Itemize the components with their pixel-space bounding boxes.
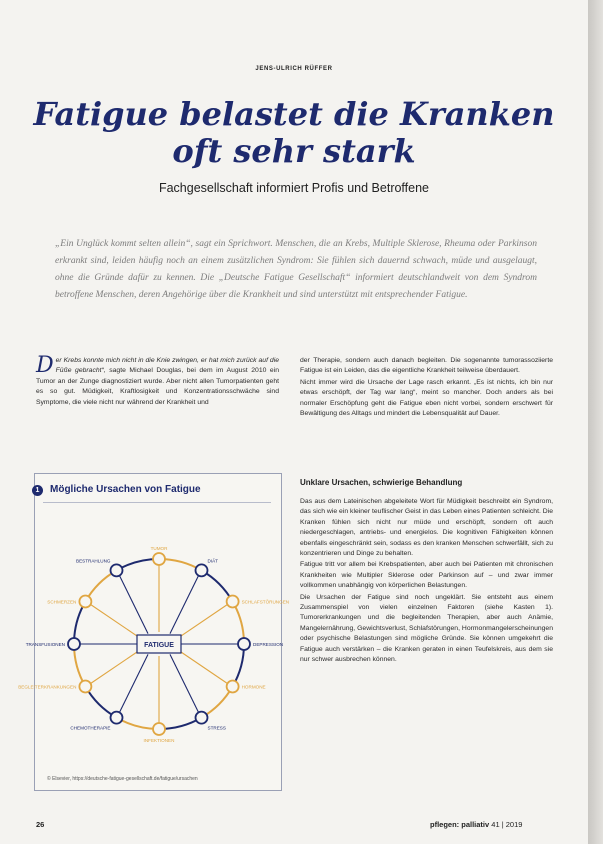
cause-label: INFEKTIONEN: [143, 738, 175, 743]
spoke-line: [178, 650, 227, 684]
title-line-2: oft sehr stark: [172, 132, 416, 170]
author-line: JENS-ULRICH RÜFFER: [255, 66, 333, 72]
cause-label: SCHMERZEN: [47, 599, 77, 605]
right-top-paragraph-2: Nicht immer wird die Ursache der Lage rasch erkannt. „Es ist nichts, ich bin nur etwas erschöpft, der Tag war lang“, meint so mancher. Doch anders als bei normaler Erschöpfung geht die Fatigue eben nicht vorbei, sondern erschwert für Bewältigung des Alltags und mindert die Lebensqualität auf Dauer.: [300, 378, 553, 418]
causes-diagram: [18, 506, 290, 772]
left-paragraph-1: [36, 353, 280, 408]
journal-footer: [430, 820, 522, 829]
cause-label: SCHLAFSTÖRUNGEN: [241, 599, 290, 605]
right-paragraph-1: Das aus dem Lateinischen abgeleitete Wort für Müdigkeit beschreibt ein Syndrom, das sich wie ein kleiner teuflischer Geist in das Leben eines Patienten schleicht. Die Kranken fühlen sich nicht nur müde und erschöpft, sondern oft auch niedergeschlagen, antriebs- und energielos. Die kognitiven Fähigkeiten können ebenfalls eingeschränkt sein, sodass es den kranken Menschen schwerfällt, sich zu konzentrieren und Dinge zu behalten.: [300, 498, 553, 558]
right-paragraph-3: Die Ursachen der Fatigue sind noch ungeklärt. Sie entsteht aus einem Zusammenspiel von vielen einzelnen Faktoren (siehe Kasten 1). Tumorerkrankungen und die begleitenden Therapien, aber auch Anämie, Mangelernährung, Gewichtsverlust, Schlafstörungen, Hormonmangelerscheinungen oder psychische Belastungen sind mögliche Gründe. Sie können umgekehrt die Fatigue auch verstärken – die Kranken geraten in einen Teufelskreis, aus dem sie nur schwer ausbrechen können.: [300, 593, 553, 664]
cause-node: [111, 712, 123, 724]
cause-node: [238, 638, 250, 650]
cause-node: [68, 638, 80, 650]
right-top-paragraph-1: der Therapie, sondern auch danach begleiten. Die sogenannte tumorassoziierte Fatigue ist ein Leiden, das die eigentliche Krankheit teilweise überdauert.: [300, 357, 553, 375]
spoke-line: [170, 654, 199, 712]
spoke-line: [120, 654, 149, 712]
left-paragraph-text: sagte Michael Douglas, bei dem im August 2010 ein Tumor an der Zunge diagnostiziert wurde. Aber nicht allen Tumorpatienten geht es so gut. Müdigkeit, Kraftlosigkeit und Konzentrationsschwäche sind Symptome, die viele nicht nur während der Krankheit und: [36, 367, 280, 406]
page-gutter-shadow: [588, 0, 603, 844]
cause-label: TRANSFUSIONEN: [25, 642, 65, 647]
cause-label: TUMOR: [150, 546, 168, 551]
cause-node: [153, 553, 165, 565]
cause-node: [111, 564, 123, 576]
box-title: Mögliche Ursachen von Fatigue: [50, 484, 201, 495]
cause-label: HORMONE: [241, 684, 266, 690]
page-number: 26: [36, 820, 45, 829]
dropcap: D: [36, 353, 54, 378]
box-divider: [43, 502, 271, 503]
cause-node: [196, 564, 208, 576]
article-title: [0, 96, 588, 170]
left-column: [36, 353, 280, 409]
cause-node: [153, 723, 165, 735]
spoke-line: [91, 650, 140, 684]
cause-label: DIÄT: [207, 558, 218, 564]
cause-label: BEGLEITERKRANKUNGEN: [18, 684, 77, 690]
cause-node: [79, 596, 91, 608]
cause-node: [227, 681, 239, 693]
cause-label: BESTRAHLUNG: [76, 558, 111, 564]
spoke-line: [170, 576, 199, 634]
cause-node: [227, 596, 239, 608]
intro-paragraph: „Ein Unglück kommt selten allein“, sagt ein Sprichwort. Menschen, die an Krebs, Multiple Sklerose, Rheuma oder Parkinson erkrankt sind, leiden häufig noch an einem zusätzlichen Syndrom: Sie fühlen sich dauernd schwach, müde und ausgelaugt, ohne die Gründe dafür zu kennen. Die „Deutsche Fatigue Gesellschaft“ informiert deutschlandweit von dem Syndrom betroffene Menschen, deren Angehörige über die Krankheit und sind unterstützt mit entsprechender Fatigue.: [55, 239, 537, 300]
cause-node: [196, 712, 208, 724]
spoke-line: [178, 605, 227, 639]
article-subtitle: Fachgesellschaft informiert Profis und Betroffene: [158, 181, 430, 195]
section-subhead: Unklare Ursachen, schwierige Behandlung: [300, 478, 463, 487]
cause-node: [79, 681, 91, 693]
right-column: [300, 497, 553, 667]
journal-name: pflegen: palliativ: [430, 820, 490, 829]
cause-label: DEPRESSION: [253, 642, 284, 647]
center-label: FATIGUE: [144, 642, 174, 649]
spoke-line: [120, 576, 149, 634]
lead-quote: er Krebs konnte mich nicht in die Knie zwingen, er hat mich zurück auf die Füße gebracht“,: [55, 357, 279, 375]
right-column-top: [300, 356, 553, 420]
info-box: [18, 473, 290, 791]
cause-label: CHEMOTHERAPIE: [70, 725, 111, 731]
box-source: © Elsevier, https://deutsche-fatigue-gesellschaft.de/fatigue/ursachen: [47, 776, 198, 782]
title-line-1: Fatigue belastet die Kranken: [33, 95, 555, 133]
spoke-line: [91, 605, 140, 639]
journal-issue: 41 | 2019: [491, 820, 523, 829]
box-number-badge: 1: [32, 485, 43, 496]
cause-label: STRESS: [207, 725, 226, 731]
right-paragraph-2: Fatigue tritt vor allem bei Krebspatienten, aber auch bei Patienten mit chronischen Krankheiten wie Multipler Sklerose oder Parkinson auf – und zwar immer vollkommen unabhängig von körperlichen Belastungen.: [300, 561, 553, 590]
